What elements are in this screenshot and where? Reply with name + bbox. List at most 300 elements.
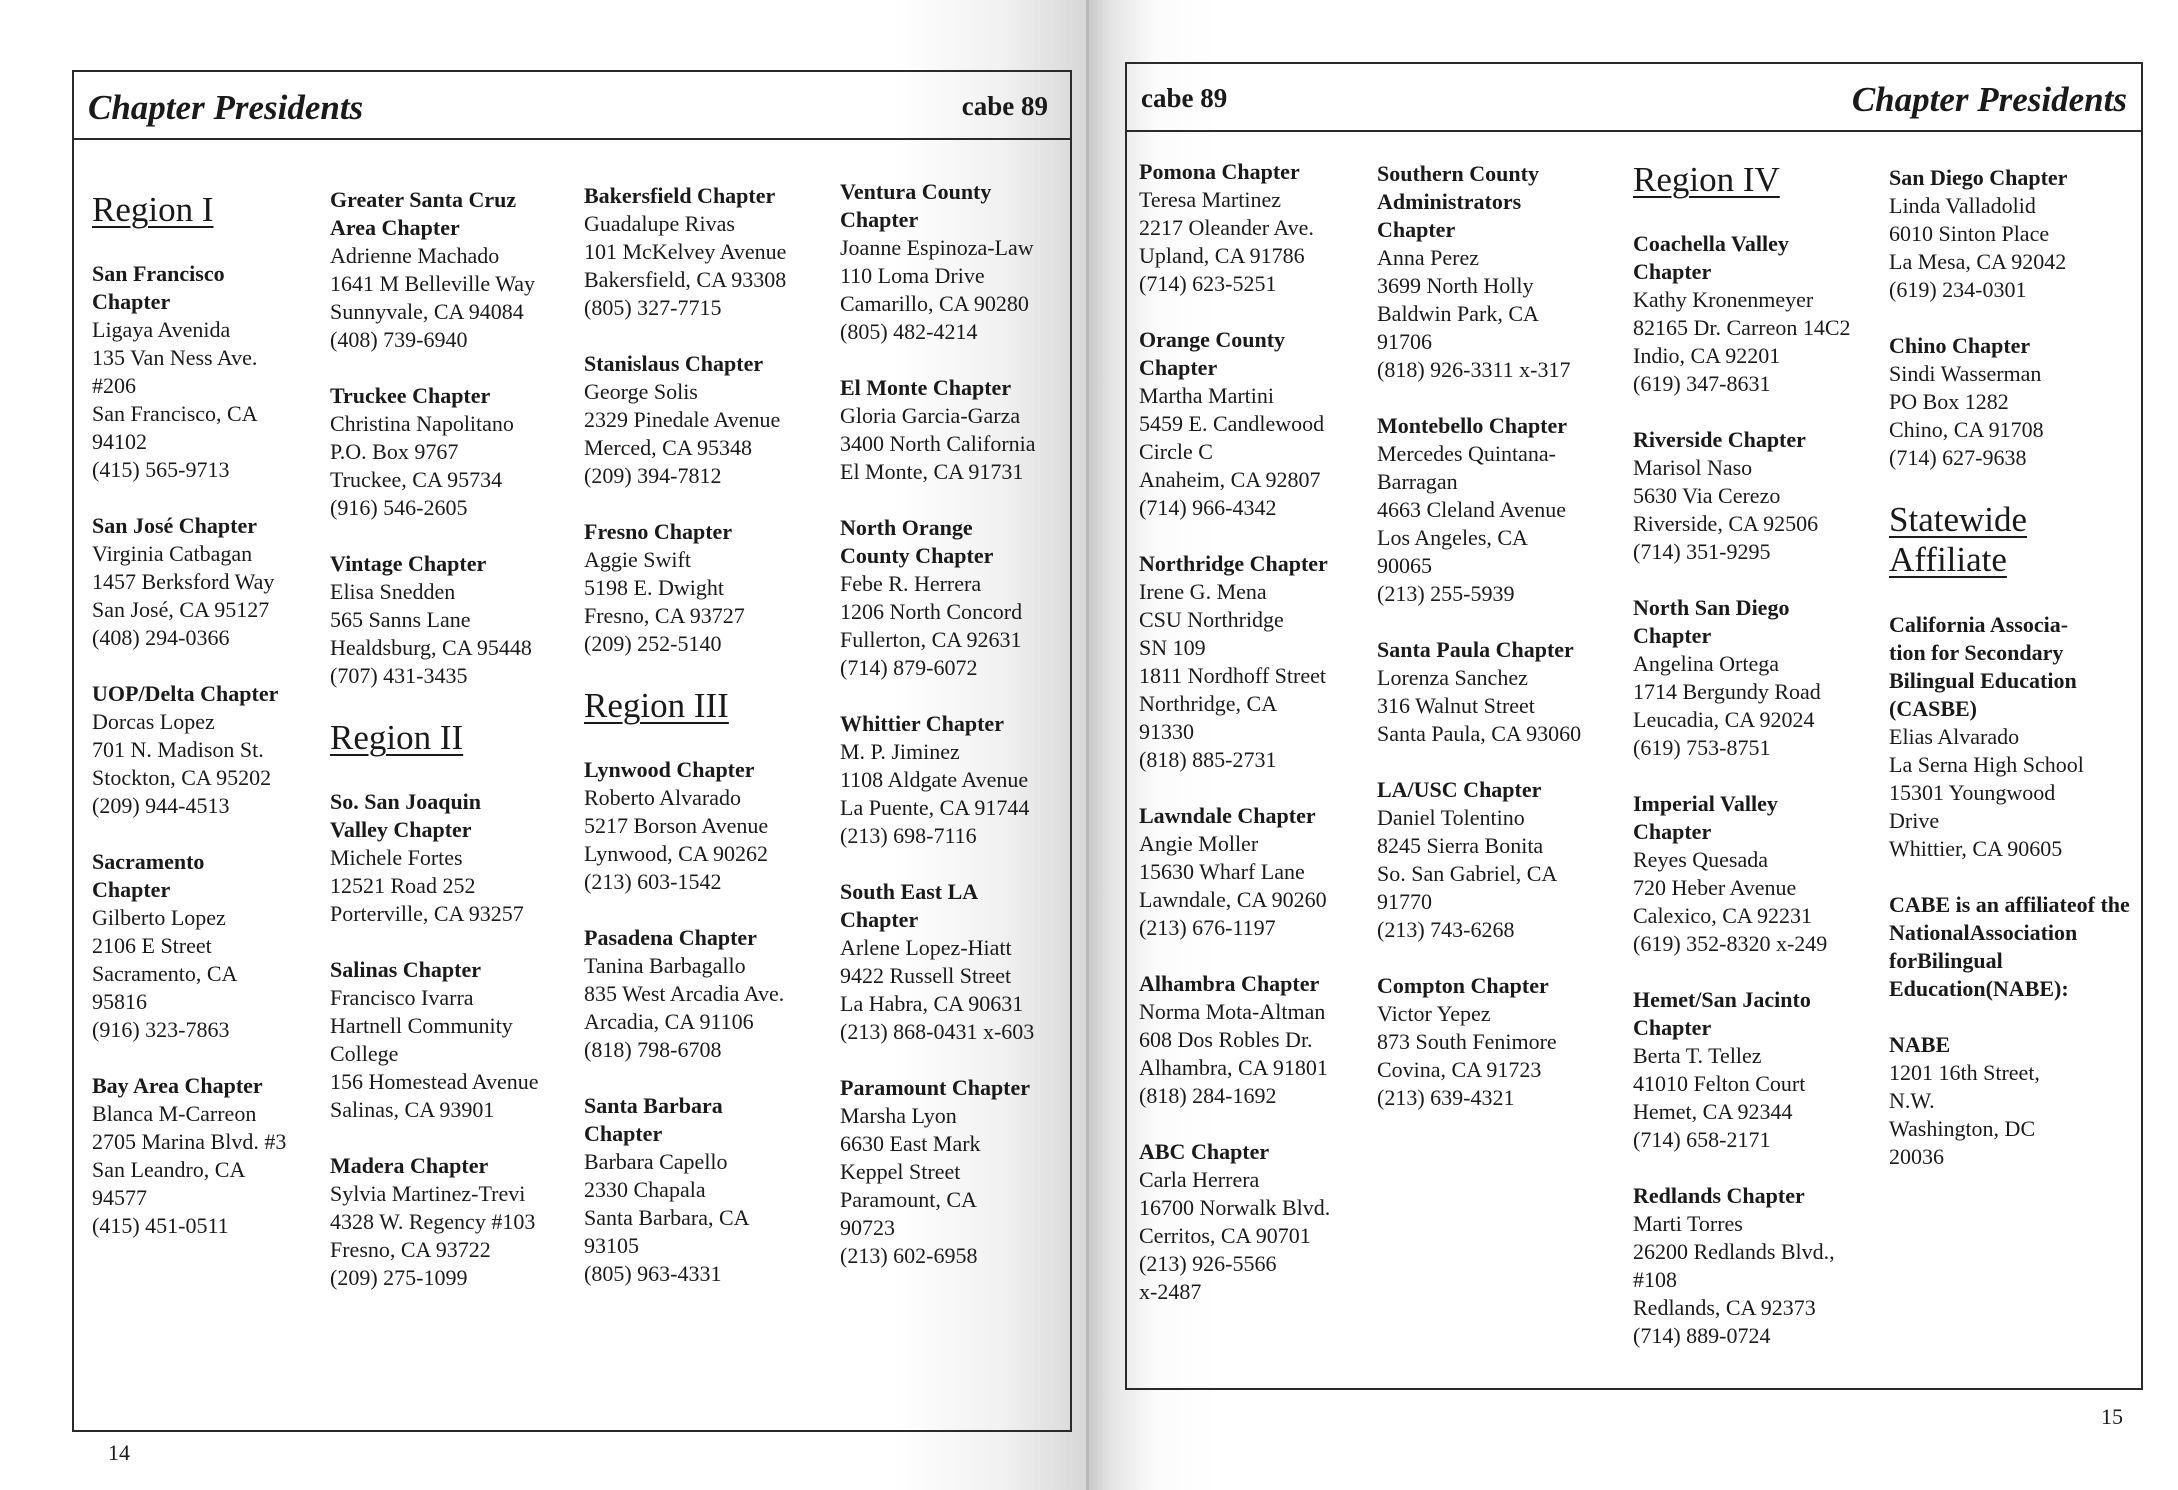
- contact-line: San José, CA 95127: [92, 597, 270, 623]
- chapter-entry: [1889, 611, 2139, 863]
- left-page-number: 14: [108, 1440, 130, 1465]
- chapter-entry: [1139, 158, 1369, 298]
- right-publication: cabe 89: [1141, 83, 1228, 113]
- contact-line: Lawndale, CA 90260: [1139, 887, 1327, 912]
- chapter-entry: [584, 518, 834, 658]
- chapter-entry: [1139, 550, 1369, 774]
- contact-line: 835 West Arcadia Ave.: [584, 981, 785, 1007]
- contact-line: PO Box 1282: [1889, 389, 2009, 414]
- contact-line: Covina, CA 91723: [1377, 1057, 1542, 1082]
- contact-line: Aggie Swift: [584, 547, 691, 572]
- contact-line: Angelina Ortega: [1633, 651, 1779, 677]
- contact-line: Bakersfield, CA 93308: [584, 267, 787, 292]
- contact-line: 701 N. Madison St.: [92, 737, 264, 763]
- contact-line: Whittier, CA 90605: [1889, 835, 2063, 861]
- chapter-entry: [1889, 332, 2139, 472]
- contact-line: (805) 327-7715: [584, 295, 722, 320]
- contact-line: 12521 Road 252: [330, 873, 476, 899]
- contact-line: Circle C: [1139, 439, 1213, 464]
- contact-line: Tanina Barbagallo: [584, 953, 746, 979]
- chapter-name: San Diego Chapter: [1889, 165, 2068, 190]
- contact-line: Joanne Espinoza-Law: [840, 235, 1034, 260]
- contact-line: 90723: [840, 1215, 895, 1240]
- contact-line: Mercedes Quintana-: [1377, 441, 1556, 466]
- affiliate-note-line: Bilingual Education: [1889, 947, 2003, 1001]
- chapter-name: Ventura County: [840, 179, 992, 204]
- chapter-name: Greater Santa Cruz: [330, 187, 517, 212]
- contact-line: Fresno, CA 93727: [584, 603, 745, 628]
- contact-line: x-2487: [1139, 1279, 1202, 1304]
- contact-line: CSU Northridge: [1139, 607, 1284, 632]
- contact-line: (619) 753-8751: [1633, 735, 1771, 761]
- contact-line: 15630 Wharf Lane: [1139, 859, 1305, 884]
- region-heading: Region II: [330, 718, 464, 757]
- contact-line: (213) 868-0431 x-603: [840, 1019, 1035, 1044]
- chapter-name: Alhambra Chapter: [1139, 971, 1320, 996]
- chapter-entry: [1889, 1031, 2139, 1171]
- chapter-name: Chapter: [1633, 819, 1712, 845]
- right-col-1: [1139, 158, 1369, 1334]
- chapter-entry: [330, 788, 580, 928]
- contact-line: Upland, CA 91786: [1139, 243, 1305, 268]
- chapter-entry: [1377, 636, 1627, 748]
- contact-line: Truckee, CA 95734: [330, 467, 503, 492]
- chapter-name: Chapter: [840, 207, 919, 232]
- contact-line: 15301 Youngwood: [1889, 779, 2056, 805]
- contact-line: (916) 323-7863: [92, 1017, 230, 1043]
- contact-line: 9422 Russell Street: [840, 963, 1012, 988]
- contact-line: 20036: [1889, 1143, 1944, 1169]
- contact-line: 3400 North California: [840, 431, 1036, 456]
- left-col-4: [840, 178, 1080, 1298]
- chapter-name: Bay Area Chapter: [92, 1073, 263, 1099]
- contact-line: Elias Alvarado: [1889, 723, 2020, 749]
- contact-line: Barbara Capello: [584, 1149, 728, 1175]
- contact-line: 1206 North Concord: [840, 599, 1023, 624]
- contact-line: (209) 275-1099: [330, 1265, 468, 1291]
- contact-line: 1641 M Belleville Way: [330, 271, 535, 296]
- chapter-entry: [1633, 1182, 1883, 1350]
- contact-line: Virginia Catbagan: [92, 541, 253, 567]
- contact-line: 90065: [1377, 553, 1432, 578]
- contact-line: (415) 451-0511: [92, 1213, 229, 1239]
- contact-line: 95816: [92, 989, 147, 1015]
- contact-line: Fresno, CA 93722: [330, 1237, 491, 1263]
- contact-line: Leucadia, CA 92024: [1633, 707, 1815, 733]
- contact-line: (714) 351-9295: [1633, 539, 1771, 565]
- contact-line: College: [330, 1041, 399, 1067]
- chapter-name: Area Chapter: [330, 215, 460, 240]
- contact-line: Los Angeles, CA: [1377, 525, 1528, 550]
- chapter-name: Salinas Chapter: [330, 957, 481, 983]
- contact-line: Santa Barbara, CA: [584, 1205, 750, 1231]
- contact-line: Redlands, CA 92373: [1633, 1295, 1816, 1321]
- contact-line: (714) 966-4342: [1139, 495, 1277, 520]
- affiliate-note-line: (NABE):: [1985, 975, 2069, 1001]
- contact-line: (213) 676-1197: [1139, 915, 1276, 940]
- affiliate-note-line: CABE is an affiliate: [1889, 891, 2077, 917]
- contact-line: 16700 Norwalk Blvd.: [1139, 1195, 1331, 1220]
- chapter-entry: [330, 550, 580, 690]
- contact-line: (707) 431-3435: [330, 663, 468, 688]
- contact-line: 91330: [1139, 719, 1194, 744]
- contact-line: Francisco Ivarra: [330, 985, 474, 1011]
- right-col-4: [1889, 164, 2139, 1199]
- contact-line: Gloria Garcia-Garza: [840, 403, 1021, 428]
- chapter-entry: [584, 1092, 834, 1288]
- contact-line: 1457 Berksford Way: [92, 569, 275, 595]
- contact-line: 93105: [584, 1233, 639, 1259]
- chapter-name: UOP/Delta Chapter: [92, 681, 279, 707]
- right-page: [1089, 0, 2178, 1490]
- chapter-entry: [1377, 776, 1627, 944]
- chapter-name: Compton Chapter: [1377, 973, 1549, 998]
- right-page-title: Chapter Presidents: [1851, 80, 2127, 119]
- chapter-entry: [1139, 1138, 1369, 1306]
- contact-line: 110 Loma Drive: [840, 263, 985, 288]
- contact-line: Healdsburg, CA 95448: [330, 635, 532, 660]
- chapter-name: Lynwood Chapter: [584, 757, 755, 783]
- chapter-entry: [92, 848, 322, 1044]
- contact-line: 5459 E. Candlewood: [1139, 411, 1325, 436]
- chapter-name: Chapter: [1633, 623, 1712, 649]
- chapter-entry: [1377, 160, 1627, 384]
- chapter-name: Chapter: [1377, 217, 1456, 242]
- contact-line: (213) 698-7116: [840, 823, 977, 848]
- contact-line: (714) 658-2171: [1633, 1127, 1771, 1153]
- contact-line: 3699 North Holly: [1377, 273, 1534, 298]
- chapter-entry: [330, 382, 580, 522]
- contact-line: Arlene Lopez-Hiatt: [840, 935, 1012, 960]
- chapter-name: LA/USC Chapter: [1377, 777, 1542, 802]
- contact-line: (209) 394-7812: [584, 463, 722, 488]
- contact-line: (408) 739-6940: [330, 327, 468, 352]
- chapter-entry: [840, 178, 1080, 346]
- contact-line: (619) 234-0301: [1889, 277, 2027, 302]
- chapter-name: Bakersfield Chapter: [584, 183, 776, 208]
- contact-line: 135 Van Ness Ave.: [92, 345, 258, 371]
- contact-line: Adrienne Machado: [330, 243, 500, 268]
- contact-line: 5217 Borson Avenue: [584, 813, 769, 839]
- chapter-name: Fresno Chapter: [584, 519, 733, 544]
- contact-line: (213) 926-5566: [1139, 1251, 1277, 1276]
- contact-line: Drive: [1889, 807, 1940, 833]
- contact-line: (916) 546-2605: [330, 495, 468, 520]
- contact-line: Hartnell Community: [330, 1013, 513, 1039]
- contact-line: Barragan: [1377, 469, 1458, 494]
- chapter-entry: [840, 1074, 1080, 1270]
- contact-line: (818) 284-1692: [1139, 1083, 1277, 1108]
- contact-line: Daniel Tolentino: [1377, 805, 1525, 830]
- contact-line: 94577: [92, 1185, 147, 1211]
- contact-line: (619) 352-8320 x-249: [1633, 931, 1828, 957]
- contact-line: Hemet, CA 92344: [1633, 1099, 1793, 1125]
- chapter-name: So. San Joaquin: [330, 789, 482, 815]
- contact-line: (213) 603-1542: [584, 869, 722, 895]
- chapter-name: Southern County: [1377, 161, 1539, 186]
- contact-line: 2329 Pinedale Avenue: [584, 407, 781, 432]
- contact-line: 91706: [1377, 329, 1432, 354]
- contact-line: (714) 889-0724: [1633, 1323, 1771, 1349]
- left-col-2: [330, 186, 580, 1320]
- chapter-entry: [1139, 802, 1369, 942]
- chapter-name: Chapter: [1633, 259, 1712, 285]
- chapter-name: El Monte Chapter: [840, 375, 1012, 400]
- contact-line: Camarillo, CA 90280: [840, 291, 1029, 316]
- contact-line: 5198 E. Dwight: [584, 575, 724, 600]
- contact-line: Berta T. Tellez: [1633, 1043, 1762, 1069]
- contact-line: Santa Paula, CA 93060: [1377, 721, 1582, 746]
- chapter-name: Chapter: [1139, 355, 1218, 380]
- contact-line: 608 Dos Robles Dr.: [1139, 1027, 1313, 1052]
- chapter-name: Madera Chapter: [330, 1153, 489, 1179]
- affiliate-note-line: Association for: [1889, 919, 2078, 973]
- contact-line: Christina Napolitano: [330, 411, 514, 436]
- chapter-name: Stanislaus Chapter: [584, 351, 764, 376]
- chapter-name: Administrators: [1377, 189, 1522, 214]
- region-heading: Region III: [584, 686, 729, 725]
- chapter-name: Coachella Valley: [1633, 231, 1789, 257]
- chapter-name: Valley Chapter: [330, 817, 472, 843]
- contact-line: 91770: [1377, 889, 1432, 914]
- contact-line: San Francisco, CA: [92, 401, 258, 427]
- contact-line: Reyes Quesada: [1633, 847, 1769, 873]
- contact-line: (714) 623-5251: [1139, 271, 1277, 296]
- chapter-name: Pasadena Chapter: [584, 925, 757, 951]
- contact-line: Calexico, CA 92231: [1633, 903, 1813, 929]
- contact-line: 4663 Cleland Avenue: [1377, 497, 1566, 522]
- chapter-name: South East LA: [840, 879, 979, 904]
- chapter-name: Santa Paula Chapter: [1377, 637, 1574, 662]
- contact-line: 1201 16th Street,: [1889, 1059, 2040, 1085]
- chapter-name: Truckee Chapter: [330, 383, 491, 408]
- chapter-name: Redlands Chapter: [1633, 1183, 1805, 1209]
- contact-line: #206: [92, 373, 136, 399]
- chapter-entry: [330, 956, 580, 1124]
- chapter-name: (CASBE): [1889, 695, 1978, 721]
- contact-line: San Leandro, CA: [92, 1157, 246, 1183]
- contact-line: Porterville, CA 93257: [330, 901, 524, 927]
- region-heading: Region I: [92, 190, 214, 229]
- contact-line: Paramount, CA: [840, 1187, 977, 1212]
- contact-line: Anaheim, CA 92807: [1139, 467, 1321, 492]
- contact-line: Norma Mota-Altman: [1139, 999, 1326, 1024]
- contact-line: Anna Perez: [1377, 245, 1480, 270]
- chapter-entry: [92, 512, 322, 652]
- chapter-name: Chapter: [92, 877, 171, 903]
- contact-line: (415) 565-9713: [92, 457, 230, 483]
- contact-line: P.O. Box 9767: [330, 439, 459, 464]
- chapter-name: North San Diego: [1633, 595, 1790, 621]
- contact-line: (209) 944-4513: [92, 793, 230, 819]
- chapter-name: Chapter: [92, 289, 171, 315]
- contact-line: Sunnyvale, CA 94084: [330, 299, 524, 324]
- contact-line: Washington, DC: [1889, 1115, 2036, 1141]
- contact-line: 1811 Nordhoff Street: [1139, 663, 1326, 688]
- contact-line: Dorcas Lopez: [92, 709, 215, 735]
- contact-line: Marsha Lyon: [840, 1103, 957, 1128]
- contact-line: Febe R. Herrera: [840, 571, 982, 596]
- right-col-3: [1633, 160, 1883, 1378]
- contact-line: Carla Herrera: [1139, 1167, 1260, 1192]
- left-header: [74, 72, 1070, 140]
- contact-line: Lynwood, CA 90262: [584, 841, 768, 867]
- contact-line: 82165 Dr. Carreon 14C2: [1633, 315, 1851, 341]
- contact-line: #108: [1633, 1267, 1677, 1293]
- chapter-entry: [1633, 594, 1883, 762]
- chapter-name: North Orange: [840, 515, 973, 540]
- contact-line: Lorenza Sanchez: [1377, 665, 1528, 690]
- contact-line: Chino, CA 91708: [1889, 417, 2044, 442]
- contact-line: Stockton, CA 95202: [92, 765, 272, 791]
- contact-line: Marisol Naso: [1633, 455, 1753, 481]
- contact-line: 2705 Marina Blvd. #3: [92, 1129, 287, 1155]
- chapter-entry: [840, 374, 1080, 486]
- contact-line: 26200 Redlands Blvd.,: [1633, 1239, 1835, 1265]
- contact-line: Teresa Martinez: [1139, 187, 1281, 212]
- left-col-1: [92, 190, 322, 1268]
- contact-line: Roberto Alvarado: [584, 785, 742, 811]
- left-page-title: Chapter Presidents: [88, 88, 364, 127]
- contact-line: Guadalupe Rivas: [584, 211, 735, 236]
- contact-line: 94102: [92, 429, 147, 455]
- chapter-name: Imperial Valley: [1633, 791, 1778, 817]
- chapter-entry: [584, 350, 834, 490]
- right-header: [1127, 64, 2141, 132]
- contact-line: 5630 Via Cerezo: [1633, 483, 1781, 509]
- contact-line: Indio, CA 92201: [1633, 343, 1781, 369]
- contact-line: Baldwin Park, CA: [1377, 301, 1539, 326]
- contact-line: Cerritos, CA 90701: [1139, 1223, 1311, 1248]
- contact-line: (213) 602-6958: [840, 1243, 978, 1268]
- contact-line: 8245 Sierra Bonita: [1377, 833, 1544, 858]
- contact-line: Northridge, CA: [1139, 691, 1278, 716]
- contact-line: 156 Homestead Avenue: [330, 1069, 539, 1095]
- chapter-entry: [1139, 326, 1369, 522]
- contact-line: Sindi Wasserman: [1889, 361, 2042, 386]
- contact-line: Keppel Street: [840, 1159, 961, 1184]
- contact-line: (714) 627-9638: [1889, 445, 2027, 470]
- chapter-name: tion for Secondary: [1889, 639, 2064, 665]
- contact-line: 6010 Sinton Place: [1889, 221, 2050, 246]
- chapter-name: County Chapter: [840, 543, 994, 568]
- chapter-name: Bilingual Education: [1889, 667, 2077, 693]
- chapter-name: Northridge Chapter: [1139, 551, 1328, 576]
- contact-line: 2217 Oleander Ave.: [1139, 215, 1314, 240]
- chapter-name: Hemet/San Jacinto: [1633, 987, 1811, 1013]
- contact-line: (408) 294-0366: [92, 625, 230, 651]
- chapter-name: Orange County: [1139, 327, 1286, 352]
- chapter-entry: [584, 756, 834, 896]
- region-heading: Statewide Affiliate: [1889, 500, 2028, 580]
- contact-line: La Serna High School: [1889, 751, 2084, 777]
- contact-line: Linda Valladolid: [1889, 193, 2036, 218]
- chapter-name: Montebello Chapter: [1377, 413, 1568, 438]
- affiliate-note: [1889, 891, 2139, 1003]
- contact-line: (213) 639-4321: [1377, 1085, 1515, 1110]
- contact-line: Angie Moller: [1139, 831, 1259, 856]
- chapter-entry: [330, 186, 580, 354]
- chapter-entry: [1633, 986, 1883, 1154]
- chapter-entry: [330, 1152, 580, 1292]
- chapter-name: San Francisco: [92, 261, 225, 287]
- chapter-entry: [840, 710, 1080, 850]
- contact-line: N.W.: [1889, 1087, 1935, 1113]
- contact-line: 2330 Chapala: [584, 1177, 706, 1203]
- contact-line: (818) 926-3311 x-317: [1377, 357, 1571, 382]
- chapter-entry: [1633, 230, 1883, 398]
- contact-line: Kathy Kronenmeyer: [1633, 287, 1814, 313]
- chapter-name: Paramount Chapter: [840, 1075, 1031, 1100]
- contact-line: Alhambra, CA 91801: [1139, 1055, 1328, 1080]
- chapter-name: Vintage Chapter: [330, 551, 487, 576]
- contact-line: La Mesa, CA 92042: [1889, 249, 2067, 274]
- chapter-entry: [1889, 164, 2139, 304]
- contact-line: Sacramento, CA: [92, 961, 238, 987]
- contact-line: (213) 255-5939: [1377, 581, 1515, 606]
- contact-line: 720 Heber Avenue: [1633, 875, 1797, 901]
- contact-line: (818) 885-2731: [1139, 747, 1277, 772]
- chapter-name: Pomona Chapter: [1139, 159, 1300, 184]
- affiliate-note-line: of the National: [1889, 891, 2130, 945]
- contact-line: 2106 E Street: [92, 933, 212, 959]
- chapter-name: San José Chapter: [92, 513, 258, 539]
- contact-line: Fullerton, CA 92631: [840, 627, 1022, 652]
- chapter-entry: [840, 514, 1080, 682]
- chapter-name: Lawndale Chapter: [1139, 803, 1316, 828]
- contact-line: (714) 879-6072: [840, 655, 978, 680]
- contact-line: (213) 743-6268: [1377, 917, 1515, 942]
- contact-line: Salinas, CA 93901: [330, 1097, 495, 1123]
- contact-line: 6630 East Mark: [840, 1131, 981, 1156]
- chapter-entry: [1633, 790, 1883, 958]
- contact-line: El Monte, CA 91731: [840, 459, 1024, 484]
- region-heading: Region IV: [1633, 160, 1780, 199]
- contact-line: Blanca M-Carreon: [92, 1101, 257, 1127]
- chapter-entry: [584, 182, 834, 322]
- contact-line: La Habra, CA 90631: [840, 991, 1024, 1016]
- contact-line: 1108 Aldgate Avenue: [840, 767, 1029, 792]
- chapter-name: Santa Barbara: [584, 1093, 723, 1119]
- chapter-name: Whittier Chapter: [840, 711, 1004, 736]
- chapter-entry: [92, 260, 322, 484]
- contact-line: Arcadia, CA 91106: [584, 1009, 754, 1035]
- contact-line: Gilberto Lopez: [92, 905, 226, 931]
- chapter-name: Riverside Chapter: [1633, 427, 1806, 453]
- right-page-number: 15: [2101, 1404, 2123, 1429]
- contact-line: Ligaya Avenida: [92, 317, 231, 343]
- contact-line: Victor Yepez: [1377, 1001, 1491, 1026]
- chapter-entry: [92, 1072, 322, 1240]
- contact-line: 316 Walnut Street: [1377, 693, 1535, 718]
- chapter-name: NABE: [1889, 1031, 1951, 1057]
- contact-line: (805) 482-4214: [840, 319, 978, 344]
- left-publication: cabe 89: [961, 91, 1048, 121]
- contact-line: Michele Fortes: [330, 845, 463, 871]
- chapter-name: Chapter: [1633, 1015, 1712, 1041]
- contact-line: (209) 252-5140: [584, 631, 722, 656]
- contact-line: (619) 347-8631: [1633, 371, 1771, 397]
- contact-line: Merced, CA 95348: [584, 435, 753, 460]
- contact-line: Sylvia Martinez-Trevi: [330, 1181, 526, 1207]
- contact-line: 4328 W. Regency #103: [330, 1209, 536, 1235]
- contact-line: 101 McKelvey Avenue: [584, 239, 787, 264]
- contact-line: 565 Sanns Lane: [330, 607, 471, 632]
- contact-line: SN 109: [1139, 635, 1206, 660]
- chapter-entry: [840, 878, 1080, 1046]
- right-col-2: [1377, 160, 1627, 1140]
- contact-line: George Solis: [584, 379, 698, 404]
